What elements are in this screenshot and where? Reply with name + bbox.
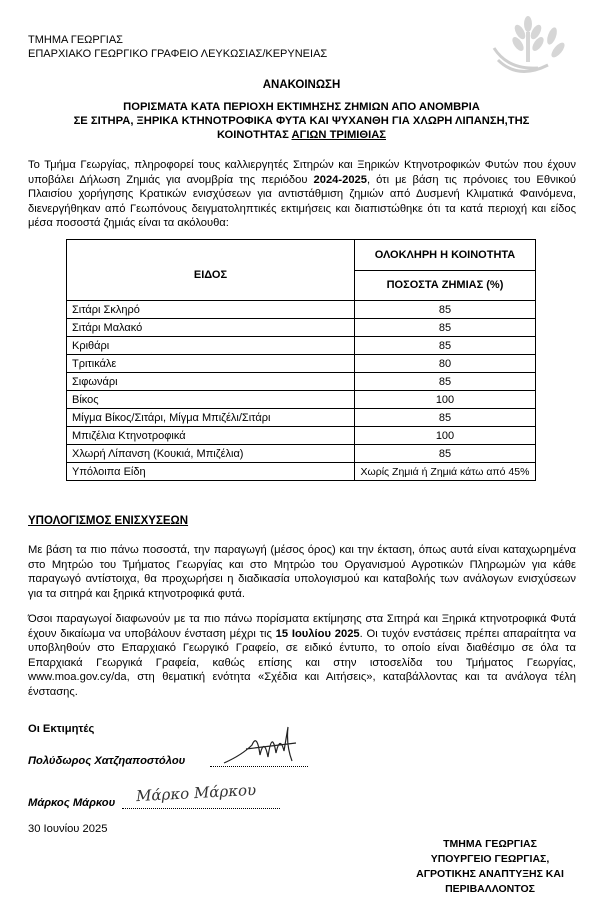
table-row xyxy=(67,319,536,337)
table-cell-item: Μπιζέλια Κτηνοτροφικά xyxy=(67,427,355,445)
table-row xyxy=(67,373,536,391)
table-cell-value: 100 xyxy=(355,427,536,445)
table-cell-value: 85 xyxy=(355,445,536,463)
office-name: ΕΠΑΡΧΙΑΚΟ ΓΕΩΡΓΙΚΟ ΓΡΑΦΕΙΟ ΛΕΥΚΩΣΙΑΣ/ΚΕΡΥΝΕΙΑΣ xyxy=(28,48,328,60)
column-header-item: ΕΙΔΟΣ xyxy=(67,240,355,301)
signature-2: Μάρκο Μάρκου xyxy=(135,780,257,806)
table-row xyxy=(67,427,536,445)
table-cell-item: Σιτάρι Σκληρό xyxy=(67,301,355,319)
document-title xyxy=(0,100,603,142)
title-line-3-prefix: ΚΟΙΝΟΤΗΤΑΣ xyxy=(216,129,292,141)
intro-period: 2024-2025 xyxy=(313,173,368,186)
table-cell-item: Βίκος xyxy=(67,391,355,409)
table-row xyxy=(67,355,536,373)
intro-paragraph xyxy=(28,158,576,231)
table-cell-item: Σιτάρι Μαλακό xyxy=(67,319,355,337)
table-cell-value: Χωρίς Ζημιά ή Ζημιά κάτω από 45% xyxy=(355,463,536,481)
table-row xyxy=(67,301,536,319)
footer-line-2: ΥΠΟΥΡΓΕΙΟ ΓΕΩΡΓΙΑΣ, xyxy=(430,853,550,865)
objection-deadline: 15 Ιουλίου 2025 xyxy=(275,627,360,640)
title-line-1: ΠΟΡΙΣΜΑΤΑ ΚΑΤΑ ΠΕΡΙΟΧΗ ΕΚΤΙΜΗΣΗΣ ΖΗΜΙΩΝ ΑΠΟ ΑΝΟΜΒΡΙΑ xyxy=(123,101,480,113)
wheat-logo-icon xyxy=(488,10,568,82)
table-cell-value: 85 xyxy=(355,319,536,337)
column-header-percentage: ΠΟΣΟΣΤΑ ΖΗΜΙΑΣ (%) xyxy=(355,270,536,301)
table-cell-value: 80 xyxy=(355,355,536,373)
table-cell-value: 100 xyxy=(355,391,536,409)
intro-text-2: , ότι με βάση τις πρόνοιες του Εθνικού Πλαισίου χορήγησης Κρατικών ενισχύσεων για αντιστάθμιση ζημιών από Δυσμενή Κλιματικά Φαινόμενα, διενεργήθηκαν από Γεωπόνους δειγματοληπτικές εκτιμήσεις και διαπιστώθηκε ότι τα κατά περιοχή και είδος μέσα ποσοστά ζημιάς είναι τα ακόλουθα: xyxy=(28,173,576,230)
footer-line-1: ΤΜΗΜΑ ΓΕΩΡΓΙΑΣ xyxy=(443,838,537,850)
department-name: ΤΜΗΜΑ ΓΕΩΡΓΙΑΣ xyxy=(28,34,123,46)
table-cell-item: Σιφωνάρι xyxy=(67,373,355,391)
table-cell-value: 85 xyxy=(355,301,536,319)
title-line-2: ΣΕ ΣΙΤΗΡΑ, ΞΗΡΙΚΑ ΚΤΗΝΟΤΡΟΦΙΚΑ ΦΥΤΑ ΚΑΙ ΨΥΧΑΝΘΗ ΓΙΑ ΧΛΩΡΗ ΛΙΠΑΝΣΗ,ΤΗΣ xyxy=(73,115,530,127)
footer-line-4: ΠΕΡΙΒΑΛΛΟΝΤΟΣ xyxy=(445,883,535,895)
footer-line-3: ΑΓΡΟΤΙΚΗΣ ΑΝΑΠΤΥΞΗΣ ΚΑΙ xyxy=(416,868,564,880)
title-line-3 xyxy=(0,128,603,142)
signature-1 xyxy=(222,725,302,770)
table-row xyxy=(67,391,536,409)
table-row xyxy=(67,445,536,463)
objection-text-1: Όσοι παραγωγοί διαφωνούν με τα πιο πάνω πορίσματα εκτίμησης στα Σιτηρά και Ξηρικά κτηνοτροφικά Φυτά έχουν δικαίωμα να υποβάλουν ένσταση μέχρι τις xyxy=(28,613,576,640)
footer-block xyxy=(405,837,575,897)
calc-paragraph: Με βάση τα πιο πάνω ποσοστά, την παραγωγή (μέσος όρος) και την έκταση, όπως αυτά είναι καταχωρημένα στο Μητρώο του Τμήματος Γεωργίας και στο Μητρώο του Οργανισμού Αγροτικών Πληρωμών για κάθε παραγωγό αντίστοιχα, θα προχωρήσει η διαδικασία υπολογισμού και καταβολής των ανάλογων ενισχύσεων για τα σιτηρά και ξηρικά κτηνοτροφικά φυτά. xyxy=(28,544,576,600)
calc-heading: ΥΠΟΛΟΓΙΣΜΟΣ ΕΝΙΣΧΥΣΕΩΝ xyxy=(28,515,189,527)
table-cell-value: 85 xyxy=(355,337,536,355)
column-header-community: ΟΛΟΚΛΗΡΗ Η ΚΟΙΝΟΤΗΤΑ xyxy=(355,240,536,271)
document-date: 30 Ιουνίου 2025 xyxy=(28,823,108,835)
table-row xyxy=(67,409,536,427)
table-row xyxy=(67,463,536,481)
intro-text-1: Το Τμήμα Γεωργίας, πληροφορεί τους καλλιεργητές Σιτηρών και Ξηρικών Κτηνοτροφικών Φυτών που έχουν υποβάλει Δήλωση Ζημιάς για ανομβρία της περιόδου xyxy=(28,159,576,186)
objection-paragraph xyxy=(28,612,576,700)
estimator-2-name: Μάρκος Μάρκου xyxy=(28,797,116,809)
table-cell-item: Κριθάρι xyxy=(67,337,355,355)
table-cell-item: Μίγμα Βίκος/Σιτάρι, Μίγμα Μπιζέλι/Σιτάρι xyxy=(67,409,355,427)
table-cell-item: Τριτικάλε xyxy=(67,355,355,373)
table-header-row xyxy=(67,240,536,271)
damage-table xyxy=(66,239,536,481)
estimators-label: Οι Εκτιμητές xyxy=(28,723,95,735)
table-cell-item: Υπόλοιπα Είδη xyxy=(67,463,355,481)
table-cell-value: 85 xyxy=(355,373,536,391)
estimator-1-name: Πολύδωρος Χατζηαποστόλου xyxy=(28,755,186,767)
signature-line-2 xyxy=(122,808,280,809)
objection-text-2: . Οι τυχόν ενστάσεις πρέπει απαραίτητα να υποβληθούν στο Επαρχιακό Γεωργικό Γραφείο, σε ειδικό έντυπο, το οποίο είναι διαθέσιμο σε όλα τα Επαρχιακά Γεωργικά Γραφεία, καθώς επίσης και στην ιστοσελίδα του Τμήματος Γεωργίας, www.moa.gov.cy/da, στη θεματική ενότητα «Σχέδια και Αιτήσεις», καταβάλλοντας και τα ανάλογα τέλη ένστασης. xyxy=(28,627,576,698)
table-cell-value: 85 xyxy=(355,409,536,427)
announcement-label: ΑΝΑΚΟΙΝΩΣΗ xyxy=(262,79,341,91)
table-cell-item: Χλωρή Λίπανση (Κουκιά, Μπιζέλια) xyxy=(67,445,355,463)
community-name: ΑΓΙΩΝ ΤΡΙΜΙΘΙΑΣ xyxy=(291,129,387,141)
table-row xyxy=(67,337,536,355)
